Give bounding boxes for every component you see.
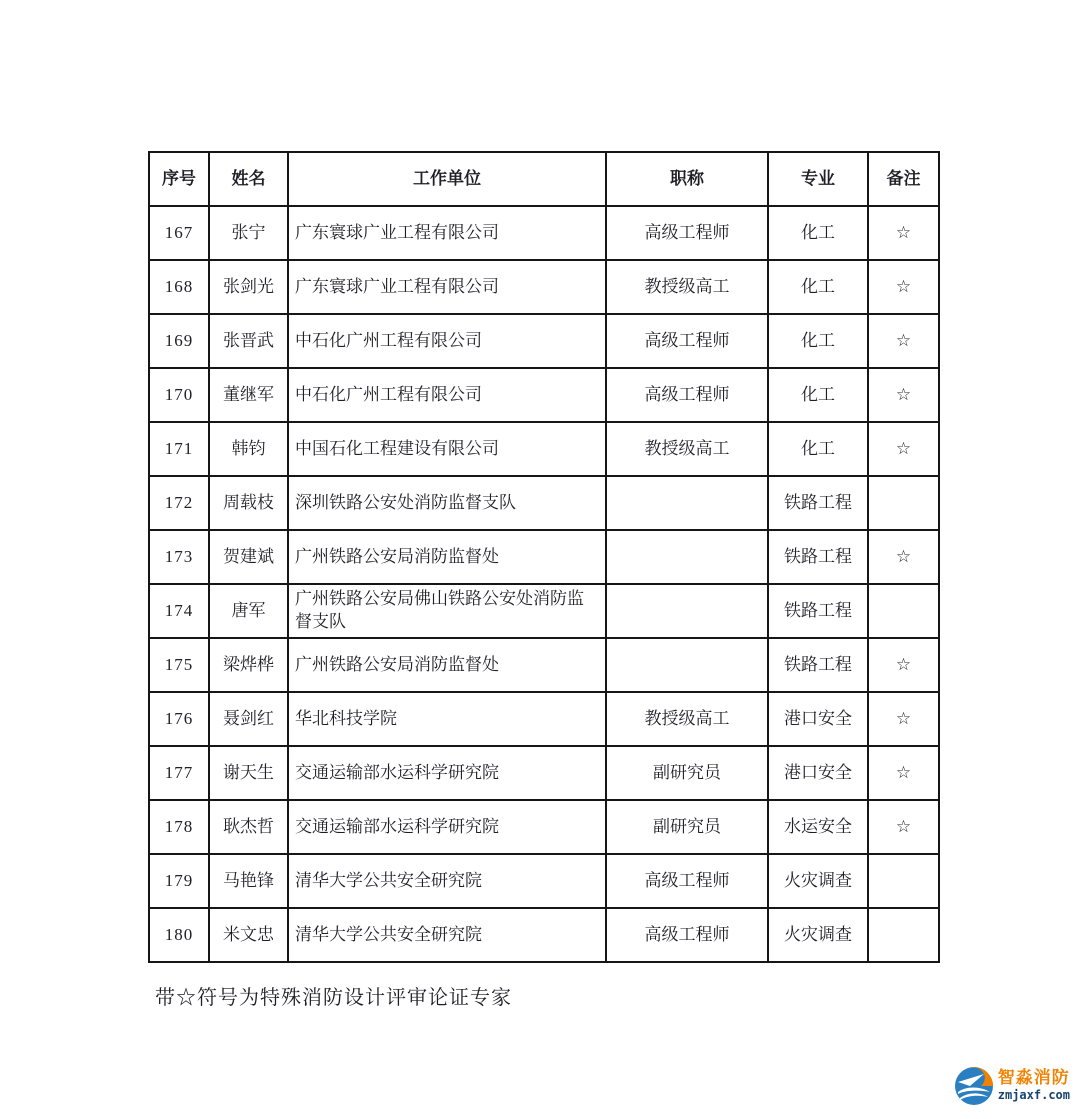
cell-name: 耿杰哲: [209, 800, 288, 854]
cell-work-unit: 清华大学公共安全研究院: [288, 908, 606, 962]
cell-title: [606, 530, 768, 584]
cell-specialty: 化工: [768, 206, 868, 260]
cell-name: 韩钧: [209, 422, 288, 476]
cell-remark: ☆: [868, 368, 939, 422]
header-specialty: 专业: [768, 152, 868, 206]
cell-work-unit: 交通运输部水运科学研究院: [288, 800, 606, 854]
cell-specialty: 化工: [768, 422, 868, 476]
table-row: [149, 800, 939, 854]
cell-name: 张晋武: [209, 314, 288, 368]
watermark: [954, 1066, 1070, 1106]
table-row: [149, 314, 939, 368]
cell-index: 177: [149, 746, 209, 800]
cell-specialty: 化工: [768, 314, 868, 368]
cell-name: 周载枝: [209, 476, 288, 530]
cell-name: 聂剑红: [209, 692, 288, 746]
cell-remark: [868, 854, 939, 908]
cell-index: 170: [149, 368, 209, 422]
cell-title: 高级工程师: [606, 908, 768, 962]
cell-work-unit: 广州铁路公安局佛山铁路公安处消防监督支队: [288, 584, 606, 638]
cell-title: 高级工程师: [606, 368, 768, 422]
cell-specialty: 火灾调查: [768, 854, 868, 908]
cell-specialty: 化工: [768, 368, 868, 422]
cell-work-unit: 中国石化工程建设有限公司: [288, 422, 606, 476]
cell-work-unit: 交通运输部水运科学研究院: [288, 746, 606, 800]
cell-remark: ☆: [868, 638, 939, 692]
footnote: 带☆符号为特殊消防设计评审论证专家: [155, 987, 512, 1009]
cell-title: [606, 476, 768, 530]
cell-name: 梁烨桦: [209, 638, 288, 692]
cell-remark: [868, 908, 939, 962]
cell-specialty: 火灾调查: [768, 908, 868, 962]
table-row: [149, 368, 939, 422]
table-row: [149, 746, 939, 800]
cell-work-unit: 广东寰球广业工程有限公司: [288, 206, 606, 260]
cell-remark: ☆: [868, 260, 939, 314]
cell-index: 168: [149, 260, 209, 314]
cell-index: 175: [149, 638, 209, 692]
cell-remark: ☆: [868, 422, 939, 476]
cell-remark: ☆: [868, 800, 939, 854]
table-header-row: [149, 152, 939, 206]
cell-work-unit: 广州铁路公安局消防监督处: [288, 530, 606, 584]
table-row: [149, 692, 939, 746]
cell-index: 173: [149, 530, 209, 584]
table-row: [149, 908, 939, 962]
cell-remark: [868, 476, 939, 530]
cell-title: 副研究员: [606, 746, 768, 800]
table-body: [149, 206, 939, 962]
cell-index: 169: [149, 314, 209, 368]
table-row: [149, 530, 939, 584]
expert-table: [148, 151, 940, 963]
cell-title: 高级工程师: [606, 314, 768, 368]
expert-table-container: [148, 151, 940, 963]
table-row: [149, 422, 939, 476]
cell-work-unit: 中石化广州工程有限公司: [288, 368, 606, 422]
cell-name: 贺建斌: [209, 530, 288, 584]
cell-work-unit: 中石化广州工程有限公司: [288, 314, 606, 368]
cell-specialty: 水运安全: [768, 800, 868, 854]
cell-remark: ☆: [868, 746, 939, 800]
watermark-brand: 智淼消防: [997, 1068, 1070, 1088]
cell-index: 180: [149, 908, 209, 962]
cell-work-unit: 广东寰球广业工程有限公司: [288, 260, 606, 314]
table-row: [149, 854, 939, 908]
cell-index: 174: [149, 584, 209, 638]
cell-name: 张宁: [209, 206, 288, 260]
zmjaxf-logo-icon: [954, 1066, 994, 1106]
cell-title: [606, 638, 768, 692]
table-row: [149, 638, 939, 692]
header-remark: 备注: [868, 152, 939, 206]
cell-specialty: 化工: [768, 260, 868, 314]
cell-index: 167: [149, 206, 209, 260]
cell-specialty: 铁路工程: [768, 476, 868, 530]
cell-index: 176: [149, 692, 209, 746]
cell-name: 谢天生: [209, 746, 288, 800]
cell-title: 教授级高工: [606, 422, 768, 476]
cell-specialty: 铁路工程: [768, 530, 868, 584]
header-title: 职称: [606, 152, 768, 206]
cell-remark: ☆: [868, 314, 939, 368]
cell-name: 董继军: [209, 368, 288, 422]
cell-index: 172: [149, 476, 209, 530]
cell-work-unit: 广州铁路公安局消防监督处: [288, 638, 606, 692]
cell-index: 179: [149, 854, 209, 908]
table-row: [149, 206, 939, 260]
cell-remark: [868, 584, 939, 638]
cell-index: 178: [149, 800, 209, 854]
cell-title: [606, 584, 768, 638]
cell-remark: ☆: [868, 530, 939, 584]
cell-title: 副研究员: [606, 800, 768, 854]
header-work-unit: 工作单位: [288, 152, 606, 206]
watermark-domain: zmjaxf.com: [997, 1088, 1070, 1103]
cell-name: 张剑光: [209, 260, 288, 314]
cell-work-unit: 深圳铁路公安处消防监督支队: [288, 476, 606, 530]
cell-name: 唐军: [209, 584, 288, 638]
header-name: 姓名: [209, 152, 288, 206]
table-row: [149, 260, 939, 314]
cell-name: 马艳锋: [209, 854, 288, 908]
cell-specialty: 港口安全: [768, 692, 868, 746]
table-row: [149, 584, 939, 638]
cell-title: 高级工程师: [606, 206, 768, 260]
cell-title: 教授级高工: [606, 692, 768, 746]
cell-remark: ☆: [868, 206, 939, 260]
header-index: 序号: [149, 152, 209, 206]
cell-title: 高级工程师: [606, 854, 768, 908]
cell-work-unit: 清华大学公共安全研究院: [288, 854, 606, 908]
cell-title: 教授级高工: [606, 260, 768, 314]
cell-specialty: 铁路工程: [768, 584, 868, 638]
cell-index: 171: [149, 422, 209, 476]
cell-specialty: 港口安全: [768, 746, 868, 800]
table-row: [149, 476, 939, 530]
cell-remark: ☆: [868, 692, 939, 746]
cell-name: 米文忠: [209, 908, 288, 962]
cell-specialty: 铁路工程: [768, 638, 868, 692]
cell-work-unit: 华北科技学院: [288, 692, 606, 746]
watermark-text: [998, 1069, 1070, 1102]
